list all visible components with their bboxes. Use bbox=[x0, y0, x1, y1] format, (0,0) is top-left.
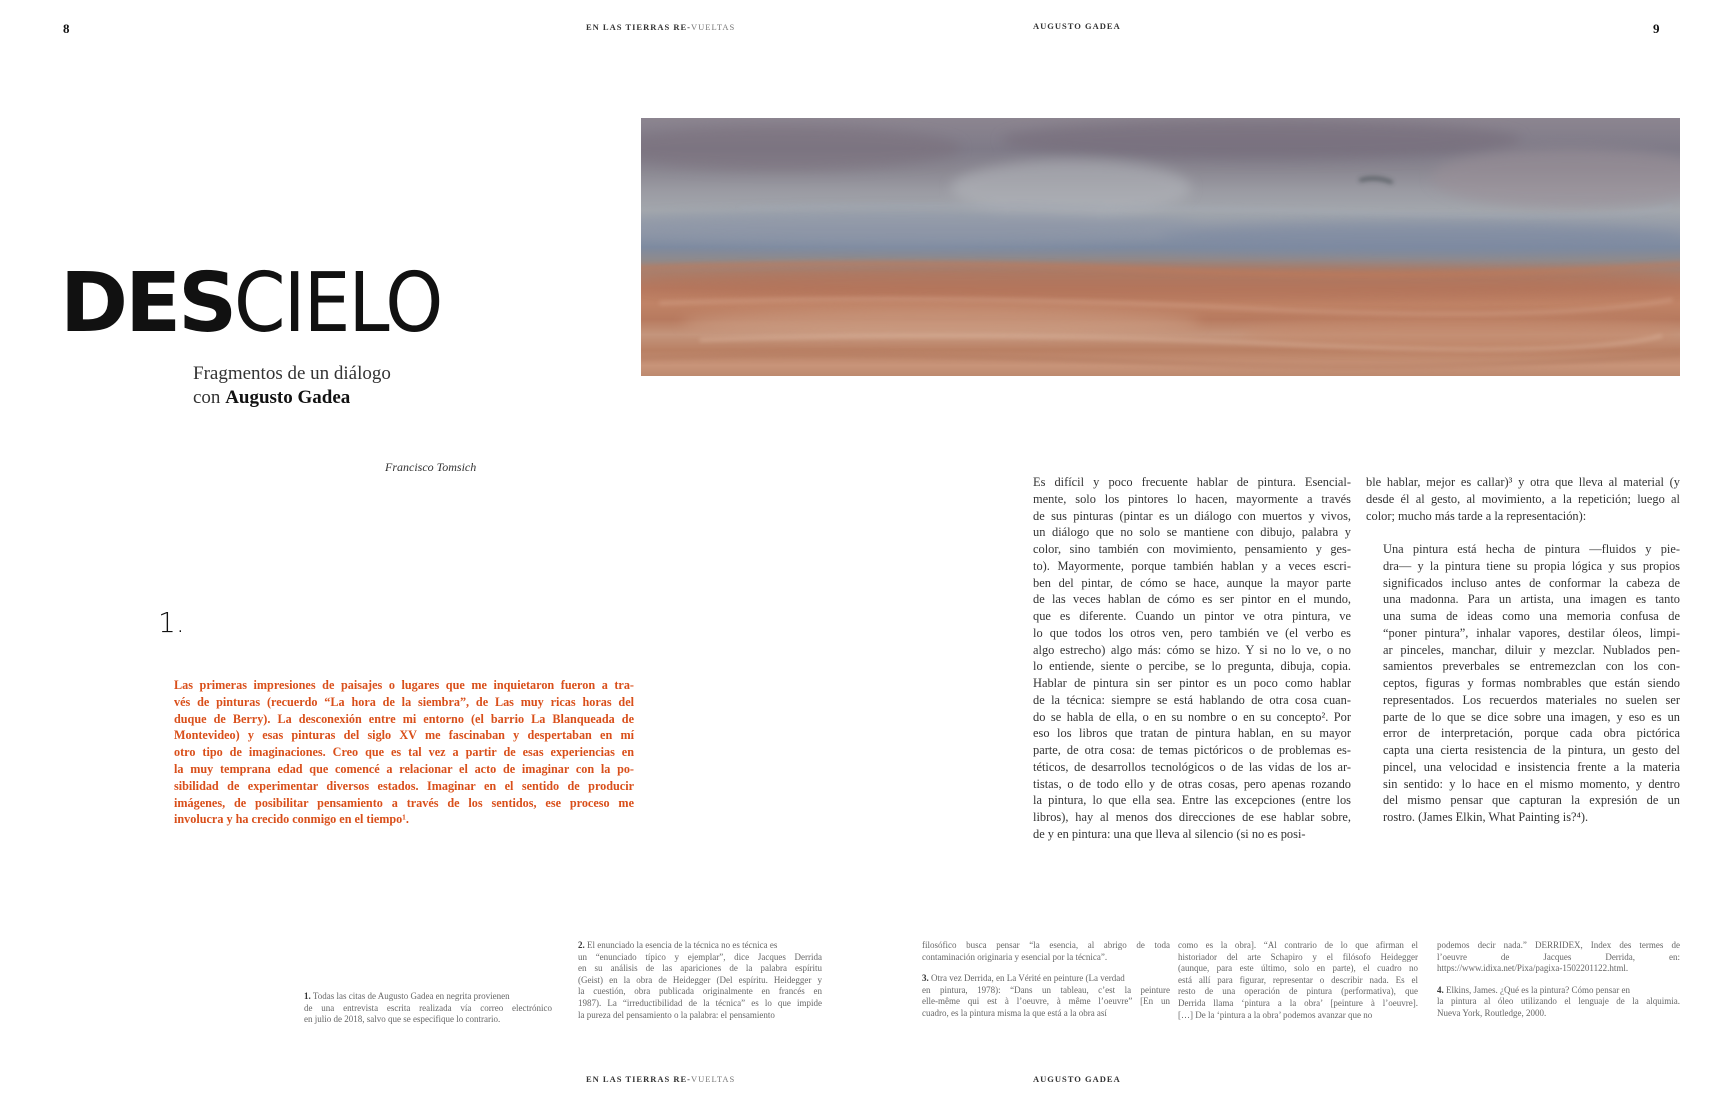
right-page-number: 9 bbox=[1653, 21, 1660, 36]
bottom-running-head-bold: EN LAS TIERRAS RE- bbox=[586, 1074, 691, 1084]
footnote-line: l’oeuvre de Jacques Derrida, en: bbox=[1437, 951, 1680, 962]
footnote-1-number: 1. bbox=[304, 991, 311, 1001]
quote-line: Las primeras impresiones de paisajes o lugares que me inquietaron fueron a tra- bbox=[174, 678, 634, 692]
footnote-1 bbox=[304, 991, 552, 1026]
blockquote-line: parte de lo que se dice sobre una imagen, y eso es un bbox=[1383, 709, 1680, 724]
quote-line: vés de pinturas (recuerdo “La hora de la siembra”, de Las muy ricas horas del bbox=[174, 694, 634, 709]
footnote-3 bbox=[922, 973, 1170, 1019]
footnote-line: Nueva York, Routledge, 2000. bbox=[1437, 1007, 1547, 1018]
body-line: lo entiende, siente o percibe, se lo pregunta, dibuja, copia. bbox=[1033, 659, 1351, 674]
body-line: mente, solo los pintores lo hacen, mayormente a través bbox=[1033, 491, 1351, 506]
author-byline: Francisco Tomsich bbox=[385, 460, 477, 474]
bottom-running-head-light: VUELTAS bbox=[691, 1074, 736, 1084]
body-line: téticos, de desarrollos tecnológicos o de las vidas de los ar- bbox=[1033, 759, 1351, 774]
body-line: de la técnica: siempre se está hablando de otra cosa cuan- bbox=[1033, 692, 1351, 707]
footnote-2-number: 2. bbox=[578, 940, 585, 950]
footnote-line: la pintura al óleo utilizando el lenguaje de la alquimia. bbox=[1437, 996, 1680, 1007]
right-running-head bbox=[1033, 21, 1121, 31]
footnote-line: Elkins, James. ¿Qué es la pintura? Cómo pensar en bbox=[1446, 984, 1630, 995]
body-line: la pintura, lo que ella sea. Entre las excepciones (entre los bbox=[1033, 793, 1351, 808]
footnote-line: un “enunciado típico y ejemplar”, dice Jacques Derrida bbox=[578, 951, 822, 962]
footnote-2-text bbox=[578, 940, 822, 1021]
quote-line: involucra y ha crecido conmigo en el tiempo¹. bbox=[174, 812, 409, 827]
body-column-2 bbox=[1366, 474, 1680, 524]
footnote-3-number: 3. bbox=[922, 973, 929, 984]
left-bottom-running-head bbox=[586, 1074, 735, 1084]
footnote-3-continued bbox=[1178, 940, 1418, 1021]
blockquote-line: sin sentido: y lo hace en el mismo momento, y dentro bbox=[1383, 776, 1680, 791]
blockquote-line: rostro. (James Elkin, What Painting is?⁴). bbox=[1383, 810, 1589, 824]
blockquote-line: ar pinceles, manchar, diluir y mezclar. Nublados pen- bbox=[1383, 642, 1680, 657]
left-page-number: 8 bbox=[63, 21, 70, 36]
blockquote-line: representados. Los recuerdos materiales no suelen ser bbox=[1383, 692, 1680, 707]
blockquote-line: significados incluso antes de conformar la cabeza de bbox=[1383, 575, 1680, 590]
blockquote-line: capta una cierta resistencia de la pintura, un gesto del bbox=[1383, 743, 1680, 757]
quote-line: otro tipo de imaginaciones. Creo que es tal vez a partir de esas experiencias en bbox=[174, 745, 634, 760]
body-line: color; mucho más tarde a la representación): bbox=[1366, 508, 1587, 523]
footnote-line: cuadro, es la pintura misma la que está a la obra así bbox=[922, 1007, 1107, 1018]
footnote-line: como es la obra]. “Al contrario de lo que afirman el bbox=[1178, 940, 1418, 950]
blockquote-line: una madonna. Para un artista, una imagen es tanto bbox=[1383, 592, 1680, 607]
quote-line: imágenes, de posibilitar pensamiento a través de los sentidos, ese proceso me bbox=[174, 795, 634, 810]
section-number: 1. bbox=[158, 606, 185, 639]
landscape-painting bbox=[641, 118, 1680, 376]
right-bottom-running-head-text: AUGUSTO GADEA bbox=[1033, 1074, 1121, 1084]
footnote-line: resto de una operación de pintura (performativa), que bbox=[1178, 986, 1418, 997]
footnote-line: Derrida llama ‘pintura a la obra’ [peinture à l’oeuvre]. bbox=[1178, 997, 1418, 1008]
footnote-line: (aunque, para este último, solo en parte), el cuadro no bbox=[1178, 963, 1418, 974]
blockquote-line: dra— y la pintura tiene su propia lógica y sus propios bbox=[1383, 558, 1680, 573]
footnote-line: https://www.idixa.net/Pixa/pagixa-1502201122.html. bbox=[1437, 963, 1629, 974]
footnote-line: Otra vez Derrida, en La Vérité en peinture (La verdad bbox=[931, 973, 1125, 984]
left-running-head bbox=[586, 22, 735, 32]
body-line: do se habla de ella, o en su nombre o en su concepto². Por bbox=[1033, 709, 1351, 724]
footnote-line: Todas las citas de Augusto Gadea en negrita provienen bbox=[312, 991, 510, 1001]
body-line: parte, de otra cosa: de temas pictóricos o de problemas es- bbox=[1033, 743, 1351, 757]
painting-brushstrokes bbox=[641, 118, 1680, 376]
footnote-line: en julio de 2018, salvo que se especifique lo contrario. bbox=[304, 1014, 501, 1025]
footnote-2-continued bbox=[922, 940, 1170, 1020]
subtitle-line-1: Fragmentos de un diálogo bbox=[193, 363, 391, 384]
blockquote-line: error de interpretación, porque cada obra pictórica bbox=[1383, 726, 1680, 741]
running-head-light: VUELTAS bbox=[691, 22, 736, 32]
body-line: desde él al gesto, al movimiento, a la repetición; luego al bbox=[1366, 491, 1680, 506]
quote-line: sibilidad de experimentar diversos estados. Imaginar en el sentido de producir bbox=[174, 778, 634, 793]
body-line: color, sino también con movimiento, pensamiento y ges- bbox=[1033, 542, 1351, 556]
footnote-4-text bbox=[1437, 985, 1680, 1020]
footnote-2-continued-text bbox=[922, 940, 1170, 963]
body-line: Es difícil y poco frecuente hablar de pintura. Esencial- bbox=[1033, 475, 1351, 489]
quote-line: Montevideo) y esas pinturas del siglo XV me fascinaban y despertaban en mí bbox=[174, 728, 634, 743]
body-line: to). Mayormente, porque también hablan y a veces escri- bbox=[1033, 558, 1351, 573]
footnote-line: elle-même qui est à l’oeuvre, à même l’oeuvre” [En un bbox=[922, 996, 1170, 1007]
body-line: lo que todos los otros ven, pero también ve (el verbo es bbox=[1033, 625, 1351, 640]
blockquote-line: pincel, una velocidad e insistencia frente a la materia bbox=[1383, 759, 1680, 774]
footnote-line: en su análisis de las apariciones de la palabra espíritu bbox=[578, 963, 822, 974]
footnote-line: la cuestión, obra publicada originalmente en francés en bbox=[578, 986, 822, 997]
body-column-1 bbox=[1033, 474, 1351, 843]
footnote-line: en pintura, 1978): “Dans un tableau, c’est la peinture bbox=[922, 984, 1170, 995]
footnote-line: la pureza del pensamiento o la palabra: el pensamiento bbox=[578, 1009, 775, 1020]
body-line: Hablar de pintura sin ser pintor es un poco como hablar bbox=[1033, 676, 1351, 690]
right-bottom-running-head bbox=[1033, 1074, 1121, 1084]
body-line: de las veces hablan de cómo es ser pintor en el mundo, bbox=[1033, 592, 1351, 607]
title-bold-part: DES bbox=[60, 256, 235, 351]
subtitle-artist-name: Augusto Gadea bbox=[225, 387, 351, 408]
body-line: tistas, o de todo ello y de otras cosas, pero apenas rozando bbox=[1033, 776, 1351, 791]
footnote-line: contaminación originaria y esencial por la técnica”. bbox=[922, 951, 1108, 962]
body-line: libros), hay al menos dos direcciones de ese hablar sobre, bbox=[1033, 810, 1351, 824]
blockquote-line: Una pintura está hecha de pintura —fluidos y pie- bbox=[1383, 542, 1680, 556]
body-line: un diálogo que no solo se mantiene con dibujo, palabra y bbox=[1033, 525, 1351, 540]
body-line: que es diferente. Cuando un pintor ve otra pintura, ve bbox=[1033, 609, 1351, 623]
blockquote-line: “poner pintura”, inhalar vapores, destilar óleos, limpi- bbox=[1383, 625, 1680, 640]
article-subtitle bbox=[193, 362, 391, 410]
footnote-3-end-and-4 bbox=[1437, 940, 1680, 1020]
footnote-line: 1987). La “irreductibilidad de la técnica” es lo que impide bbox=[578, 997, 822, 1008]
footnote-4 bbox=[1437, 985, 1680, 1020]
blockquote-line: ceptos, figuras y formas nombrables que están siendo bbox=[1383, 676, 1680, 690]
footnote-line: filosófico busca pensar “la esencia, al abrigo de toda bbox=[922, 940, 1170, 950]
footnote-line: de una entrevista escrita realizada vía correo electrónico bbox=[304, 1002, 552, 1013]
artist-quote bbox=[174, 677, 634, 828]
footnote-1-text bbox=[304, 991, 552, 1026]
article-title bbox=[60, 256, 465, 351]
right-running-head-text: AUGUSTO GADEA bbox=[1033, 21, 1121, 31]
footnote-line: podemos decir nada.” DERRIDEX, Index des termes de bbox=[1437, 940, 1680, 950]
body-line: de y en pintura: una que lleva al silencio (si no es posi- bbox=[1033, 826, 1306, 841]
footnote-3-text bbox=[922, 973, 1170, 1019]
quote-line: la muy temprana edad que comencé a relacionar el acto de imaginar con la po- bbox=[174, 761, 634, 776]
footnote-line: (Geist) en la obra de Heidegger (Del espíritu. Heidegger y bbox=[578, 974, 822, 985]
quote-line: duque de Berry). La desconexión entre mi entorno (el barrio La Blanqueada de bbox=[174, 711, 634, 726]
subtitle-prefix: con bbox=[193, 387, 226, 408]
blockquote-line: samientos preverbales se entremezclan con los con- bbox=[1383, 659, 1680, 674]
footnote-line: El enunciado la esencia de la técnica no es técnica es bbox=[587, 940, 778, 950]
blockquote-line: una suma de ideas como una memoria confusa de bbox=[1383, 609, 1680, 623]
footnote-4-number: 4. bbox=[1437, 984, 1444, 995]
body-line: eso los libros que tratan de pintura hablan, en su mayor bbox=[1033, 726, 1351, 741]
blockquote-line: del mismo pensar que capturan la expresión de un bbox=[1383, 793, 1680, 808]
running-head-bold: EN LAS TIERRAS RE- bbox=[586, 22, 691, 32]
footnote-line: historiador del arte Schapiro y el filósofo Heidegger bbox=[1178, 951, 1418, 962]
body-line: ben del pintar, de cómo se hace, aunque la mayor parte bbox=[1033, 575, 1351, 590]
footnote-line: […] De la ‘pintura a la obra’ podemos avanzar que no bbox=[1178, 1009, 1373, 1020]
body-line: ble hablar, mejor es callar)³ y otra que lleva al material (y bbox=[1366, 475, 1680, 489]
body-line: algo estrecho) algo más: cómo se hizo. Y si no lo ve, o no bbox=[1033, 642, 1351, 657]
body-line: de sus pinturas (pintar es un diálogo con muertos y vivos, bbox=[1033, 508, 1351, 523]
subtitle-line-2 bbox=[193, 386, 391, 410]
footnote-line: está allí para figurar, representar o describir nada. Es el bbox=[1178, 974, 1418, 985]
footnote-2 bbox=[578, 940, 822, 1021]
blockquote-elkin bbox=[1383, 541, 1680, 826]
title-light-part: CIELO bbox=[234, 256, 442, 351]
footnote-3-end-text bbox=[1437, 940, 1680, 975]
